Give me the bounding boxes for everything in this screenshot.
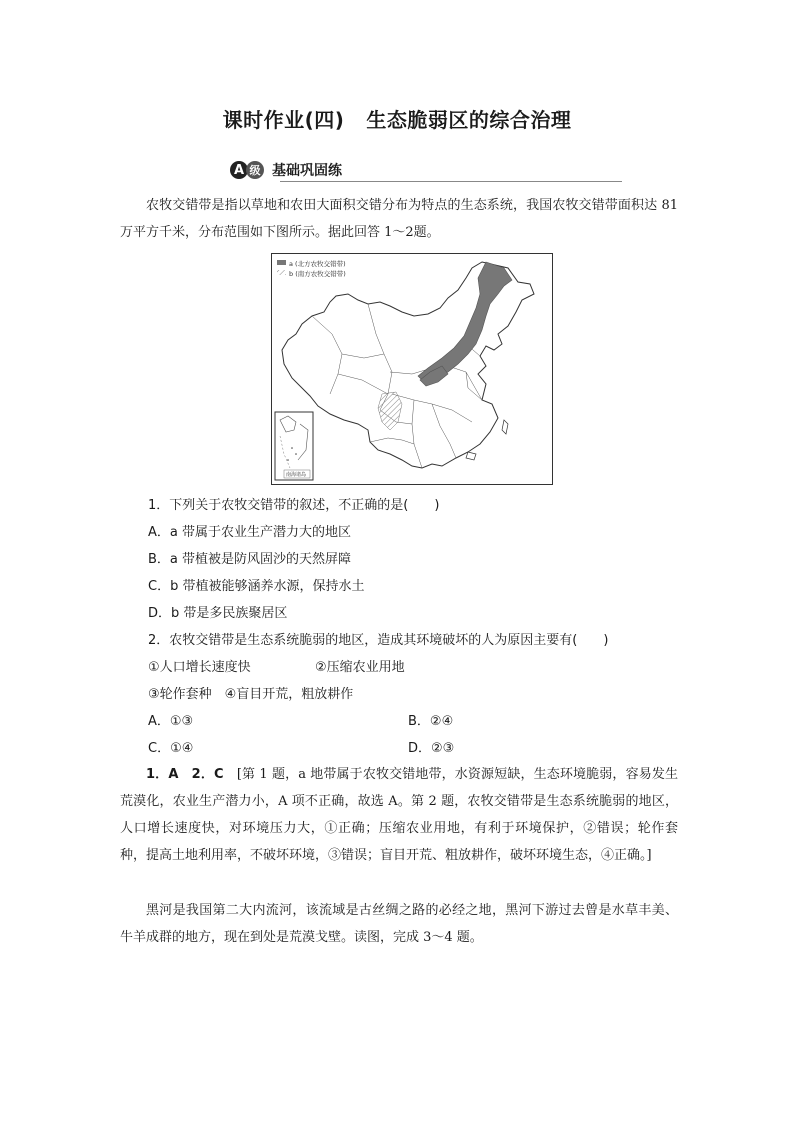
title-topic: 生态脆弱区的综合治理 — [366, 108, 572, 132]
level-badge-grade: 级 — [246, 161, 264, 179]
intro-paragraph: 农牧交错带是指以草地和农田大面积交错分布为特点的生态系统，我国农牧交错带面积达 81 万平方千米，分布范围如下图所示。据此回答 1～2题。 — [120, 198, 678, 240]
question-2-option-b: B．②④ — [408, 714, 454, 729]
map-legend — [277, 259, 346, 278]
china-map-svg — [272, 254, 552, 484]
next-paragraph: 黑河是我国第二大内流河，该流域是古丝绸之路的必经之地，黑河下游过去曾是水草丰美、牛羊成群的地方，现在到处是荒漠戈壁。读图，完成 3～4 题。 — [120, 903, 678, 945]
level-name: 基础巩固练 — [272, 163, 342, 179]
question-1-option-b: B．a 带植被是防风固沙的天然屏障 — [148, 552, 352, 567]
taiwan-island — [502, 420, 508, 434]
level-header — [230, 157, 342, 183]
level-badge-a: A — [230, 161, 248, 179]
hainan-island — [466, 452, 476, 460]
legend-label-b: b (南方农牧交错带) — [289, 270, 346, 278]
page-title — [0, 104, 794, 133]
question-2-option-c: C．①④ — [148, 741, 194, 756]
question-2-option-a: A．①③ — [148, 714, 194, 729]
answer-explanation — [120, 761, 678, 869]
inset-label: 南海诸岛 — [286, 472, 307, 478]
china-map-figure — [271, 253, 553, 485]
south-china-sea-inset — [275, 412, 313, 480]
question-2-item-1: ①人口增长速度快 — [148, 660, 251, 675]
question-2-stem: 2．农牧交错带是生态系统脆弱的地区，造成其环境破坏的人为原因主要有( ) — [148, 633, 609, 648]
question-2-items-3-4: ③轮作套种 ④盲目开荒，粗放耕作 — [148, 687, 354, 702]
question-1-option-a: A．a 带属于农业生产潜力大的地区 — [148, 525, 351, 540]
level-divider — [280, 181, 622, 182]
legend-swatch-a — [277, 260, 286, 265]
answer-key: 1．A 2．C — [146, 767, 224, 782]
legend-label-a: a (北方农牧交错带) — [289, 260, 346, 268]
legend-swatch-b — [277, 270, 286, 275]
question-1-option-d: D．b 带是多民族聚居区 — [148, 606, 288, 621]
title-homework-number: 课时作业(四) — [222, 108, 345, 132]
answer-text: [第 1 题，a 地带属于农牧交错地带，水资源短缺，生态环境脆弱，容易发生荒漠化，农业生产潜力小，A 项不正确，故选 A。第 2 题，农牧交错带是生态系统脆弱的地区，人口增长速度快，对环境压力大，①正确；压缩农业用地，有利于环境保护，②错误；轮作套种，提高土地利用率，不破坏环境，③错误；盲目开荒、粗放耕作，破坏环境生态，④正确。] — [120, 767, 678, 863]
question-1-option-c: C．b 带植被能够涵养水源，保持水土 — [148, 579, 365, 594]
question-2-item-2: ②压缩农业用地 — [315, 660, 405, 675]
level-badge — [230, 161, 264, 179]
question-1-stem: 1．下列关于农牧交错带的叙述，不正确的是( ) — [148, 498, 440, 513]
question-2-option-d: D．②③ — [408, 741, 455, 756]
